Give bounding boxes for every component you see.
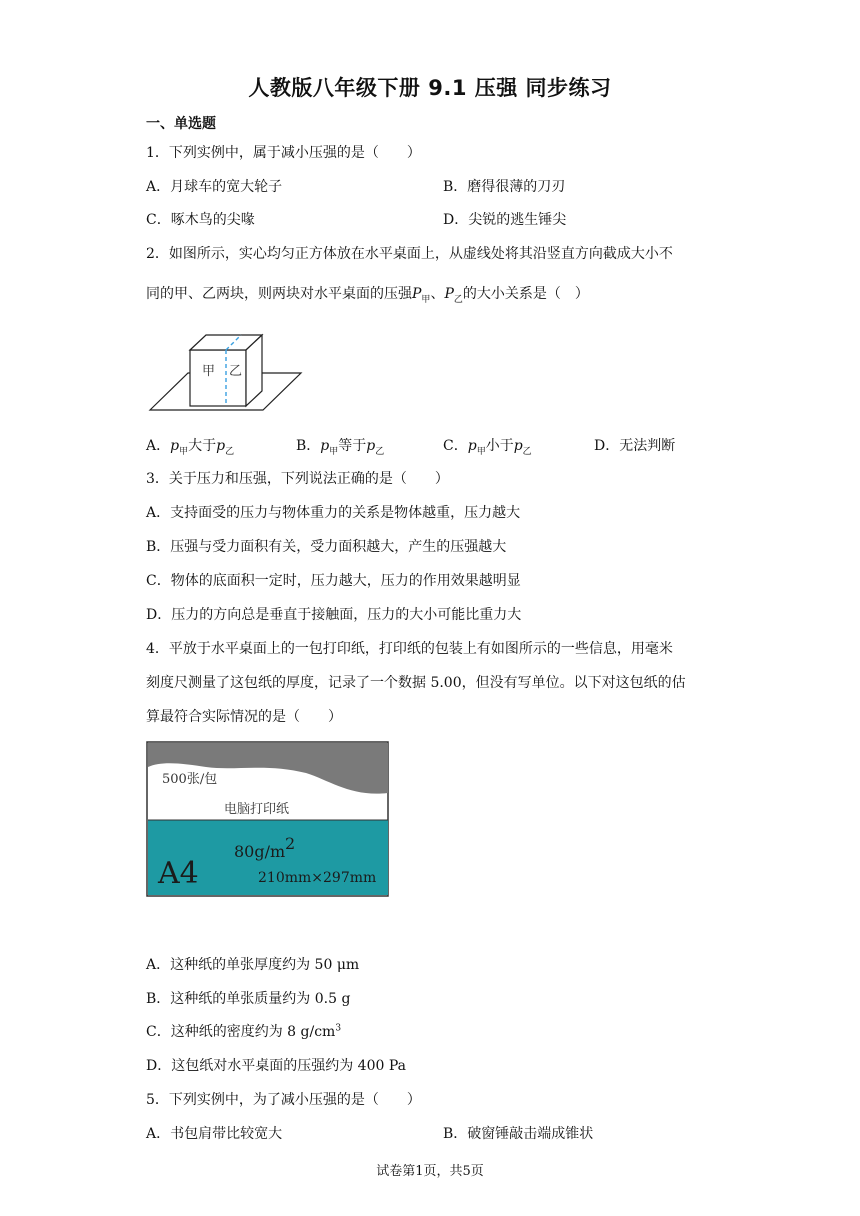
package-size-label: A4 (158, 856, 199, 891)
q2-option-a: A．$p_甲$大于$p_乙$ (146, 438, 235, 457)
package-name: 电脑打印纸 (224, 802, 290, 817)
package-weight-exp: 2 (285, 834, 296, 853)
q4-option-c: C．这种纸的密度约为 8 $g/cm^3$ (146, 1023, 342, 1040)
p-yi: P (444, 286, 454, 302)
q2-option-d: D．无法判断 (594, 438, 676, 454)
q3-option-c: C．物体的底面积一定时，压力越大，压力的作用效果越明显 (146, 573, 521, 589)
q1-option-a: A．月球车的宽大轮子 (146, 179, 283, 195)
p-jia: P (412, 286, 422, 302)
page-title: 人教版八年级下册 9.1 压强 同步练习 (248, 76, 612, 100)
q5-option-b: B．破窗锤敲击端成锥状 (443, 1126, 594, 1142)
q4-stem-line1: 4．平放于水平桌面上的一包打印纸，打印纸的包装上有如图所示的一些信息，用毫米 (146, 641, 673, 657)
q2-stem-line1: 2．如图所示，实心均匀正方体放在水平桌面上，从虚线处将其沿竖直方向截成大小不 (146, 246, 673, 262)
q1-option-c: C．啄木鸟的尖喙 (146, 212, 255, 228)
package-weight: 80g/m (234, 842, 286, 861)
q1-stem: 1．下列实例中，属于减小压强的是（ ） (146, 145, 421, 161)
q3-option-b: B．压强与受力面积有关，受力面积越大，产生的压强越大 (146, 539, 507, 555)
q3-option-d: D．压力的方向总是垂直于接触面，压力的大小可能比重力大 (146, 607, 522, 623)
q3-option-a: A．支持面受的压力与物体重力的关系是物体越重，压力越大 (146, 505, 521, 521)
page-footer: 试卷第1页，共5页 (376, 1164, 484, 1179)
q2-option-b: B．$p_甲$等于$p_乙$ (296, 438, 385, 457)
q4-option-b: B．这种纸的单张质量约为 0.5 g (146, 991, 351, 1007)
package-dimensions: 210mm×297mm (258, 870, 377, 886)
q4-stem-line3: 算最符合实际情况的是（ ） (146, 709, 342, 725)
q4-option-d: D．这包纸对水平桌面的压强约为 400 Pa (146, 1058, 406, 1074)
q1-option-b: B．磨得很薄的刀刃 (443, 179, 566, 195)
paper-package-figure (146, 741, 390, 898)
cube-on-table-figure (146, 318, 306, 414)
q4-stem-line2: 刻度尺测量了这包纸的厚度，记录了一个数据 5.00，但没有写单位。以下对这包纸的估 (146, 675, 686, 691)
q5-stem: 5．下列实例中，为了减小压强的是（ ） (146, 1092, 421, 1108)
label-yi: 乙 (229, 364, 243, 379)
label-jia: 甲 (202, 364, 216, 379)
section-heading: 一、单选题 (146, 116, 216, 132)
q2-stem-line2: 同的甲、乙两块，则两块对水平桌面的压强$P_甲$、$P_乙$的大小关系是（ ） (146, 286, 589, 305)
q4-option-a: A．这种纸的单张厚度约为 50 μm (146, 957, 360, 973)
q2-option-c: C．$p_甲$小于$p_乙$ (443, 438, 532, 457)
q1-option-d: D．尖锐的逃生锤尖 (443, 212, 567, 228)
q3-stem: 3．关于压力和压强，下列说法正确的是（ ） (146, 471, 449, 487)
q5-option-a: A．书包肩带比较宽大 (146, 1126, 283, 1142)
package-count: 500张/包 (162, 772, 218, 787)
